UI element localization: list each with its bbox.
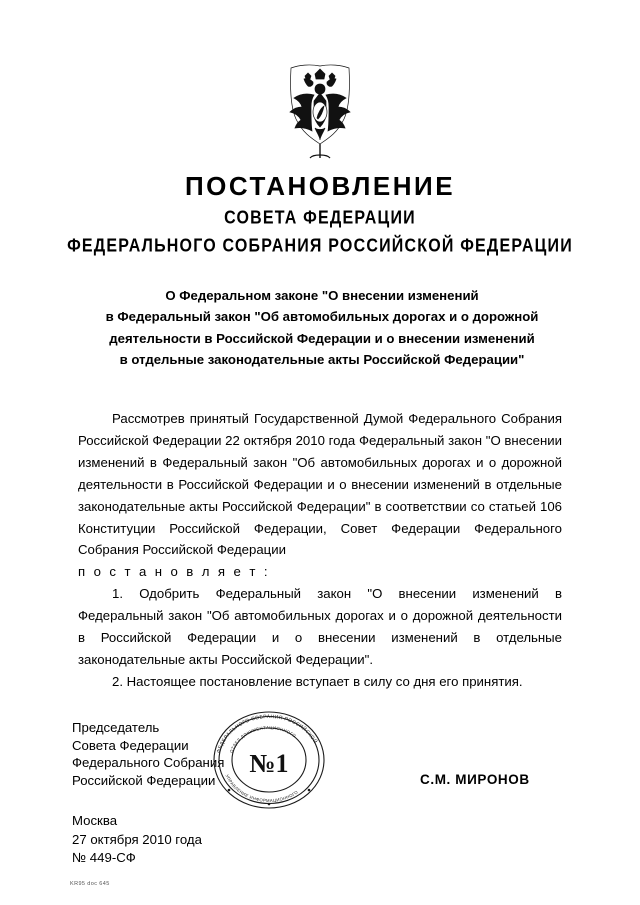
body-paragraph-2: 2. Настоящее постановление вступает в силу со дня его принятия. <box>112 673 523 689</box>
document-code: KR95 doc 645 <box>70 881 110 887</box>
subject-line-1: О Федеральном законе "О внесении изменений <box>165 288 479 303</box>
signature-title-line-1: Председатель <box>72 720 160 735</box>
signer-name: С.М. МИРОНОВ <box>420 772 530 787</box>
document-subtitle-chamber: СОВЕТА ФЕДЕРАЦИИ <box>224 207 416 228</box>
document-footer <box>72 812 202 868</box>
document-subtitle-assembly: ФЕДЕРАЛЬНОГО СОБРАНИЯ РОССИЙСКОЙ ФЕДЕРАЦИИ <box>67 235 573 256</box>
subject-line-3: деятельности в Российской Федерации и о внесении изменений <box>109 330 535 346</box>
document-body <box>78 408 562 693</box>
stamp-number: №1 <box>249 749 289 778</box>
document-subject <box>72 285 572 371</box>
footer-date: 27 октября 2010 года <box>72 831 202 847</box>
body-paragraph-preamble: Рассмотрев принятый Государственной Думой Федерального Собрания Российской Федерации 22 октября 2010 года Федеральный закон "О внесении изменений в Федеральный закон "Об автомобильных дорогах и о дорожной деятельности в Российской Федерации и о внесении изменений в отдельные законодательные акты Российской Федерации" в соответствии со статьей 106 Конституции Российской Федерации, Совет Федерации Федерального Собрания Российской Федерации <box>78 411 562 558</box>
body-resolves-word: п о с т а н о в л я е т : <box>78 564 270 580</box>
signature-title-line-4: Российской Федерации <box>72 772 216 788</box>
body-paragraph-1: 1. Одобрить Федеральный закон "О внесении изменений в Федеральный закон "Об автомобильных дорогах и о дорожной деятельности в Российской Федерации и о внесении изменений в отдельные законодательные акты Российской Федерации". <box>78 586 562 667</box>
signature-title-line-2: Совета Федерации <box>72 737 189 753</box>
footer-number: № 449-СФ <box>72 850 136 866</box>
stamp-inner-text-top: ОТДЕЛ ДОКУМЕНТАЦИОННОГО <box>228 724 298 754</box>
signature-title-line-3: Федерального Собрания <box>72 755 225 771</box>
subject-line-2: в Федеральный закон "Об автомобильных дорогах и о дорожной <box>105 309 539 325</box>
footer-city: Москва <box>72 813 118 828</box>
document-title-block <box>0 172 640 254</box>
page-title: ПОСТАНОВЛЕНИЕ <box>184 171 456 201</box>
coat-of-arms-emblem <box>0 62 640 165</box>
stamp-outer-text-bottom: УПРАВЛЕНИЕ ИНФОРМАЦИОННОГО <box>224 773 300 804</box>
signature-title <box>72 719 224 789</box>
subject-line-4: в отдельные законодательные акты Российской Федерации" <box>119 352 525 368</box>
stamp-outer-text-top: ФЕДЕРАЛЬНОГО СОБРАНИЯ РОССИЙСКОЙ <box>216 713 319 754</box>
